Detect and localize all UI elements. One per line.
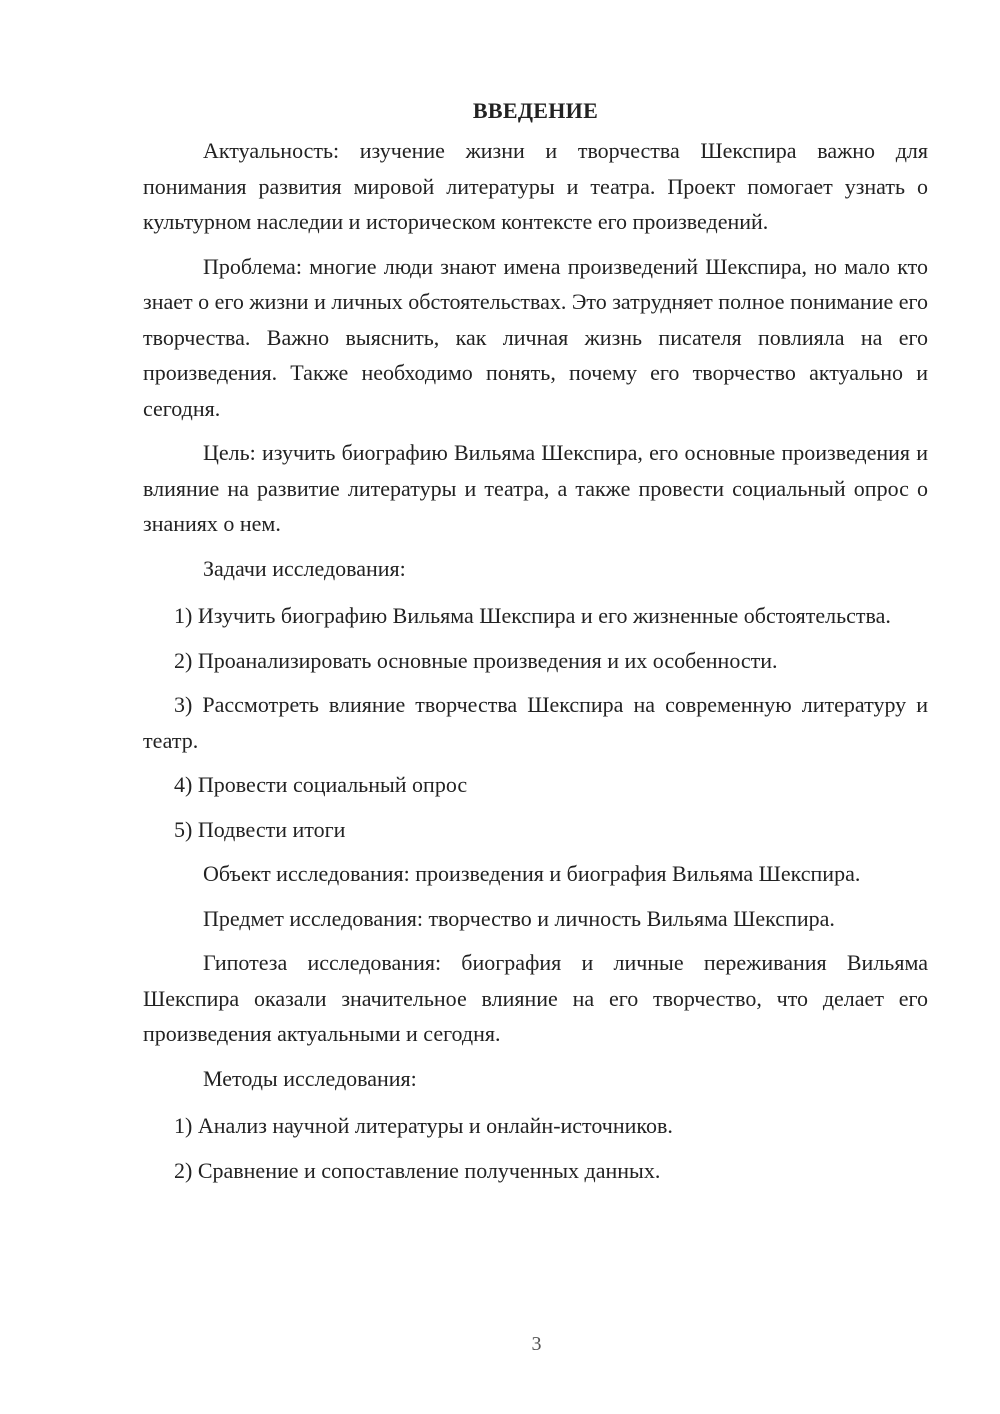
method-item: 1) Анализ научной литературы и онлайн-источников. [174,1113,673,1138]
object-paragraph: Объект исследования: произведения и биография Вильяма Шекспира. [203,861,861,886]
task-item: 5) Подвести итоги [174,816,346,842]
tasks-heading: Задачи исследования: [203,555,406,581]
subject-paragraph: Предмет исследования: творчество и личность Вильяма Шекспира. [203,905,835,931]
task-item: 3) Рассмотреть влияние творчества Шекспира на современную литературу и театр. [143,692,928,753]
task-item: 1) Изучить биографию Вильяма Шекспира и его жизненные обстоятельства. [174,603,891,628]
goal-paragraph: Цель: изучить биографию Вильяма Шекспира, его основные произведения и влияние на развитие литературы и театра, а также провести социальный опрос о знаниях о нем. [143,440,928,536]
document-page [143,96,928,1197]
hypothesis-paragraph: Гипотеза исследования: биография и личные переживания Вильяма Шекспира оказали значительное влияние на его творчество, что делает его произведения актуальными и сегодня. [143,950,928,1046]
page-number: 3 [531,1333,542,1355]
methods-heading: Методы исследования: [203,1065,417,1091]
method-item: 2) Сравнение и сопоставление полученных данных. [174,1157,661,1183]
task-item: 2) Проанализировать основные произведения и их особенности. [174,647,778,673]
section-title: ВВЕДЕНИЕ [472,98,599,123]
relevance-paragraph: Актуальность: изучение жизни и творчества Шекспира важно для понимания развития мировой литературы и театра. Проект помогает узнать о культурном наследии и историческом контексте его произведений. [143,138,928,234]
problem-paragraph: Проблема: многие люди знают имена произведений Шекспира, но мало кто знает о его жизни и личных обстоятельствах. Это затрудняет полное понимание его творчества. Важно выяснить, как личная жизнь писателя повлияла на его произведения. Также необходимо понять, почему его творчество актуально и сегодня. [143,253,928,421]
task-item: 4) Провести социальный опрос [174,772,468,797]
